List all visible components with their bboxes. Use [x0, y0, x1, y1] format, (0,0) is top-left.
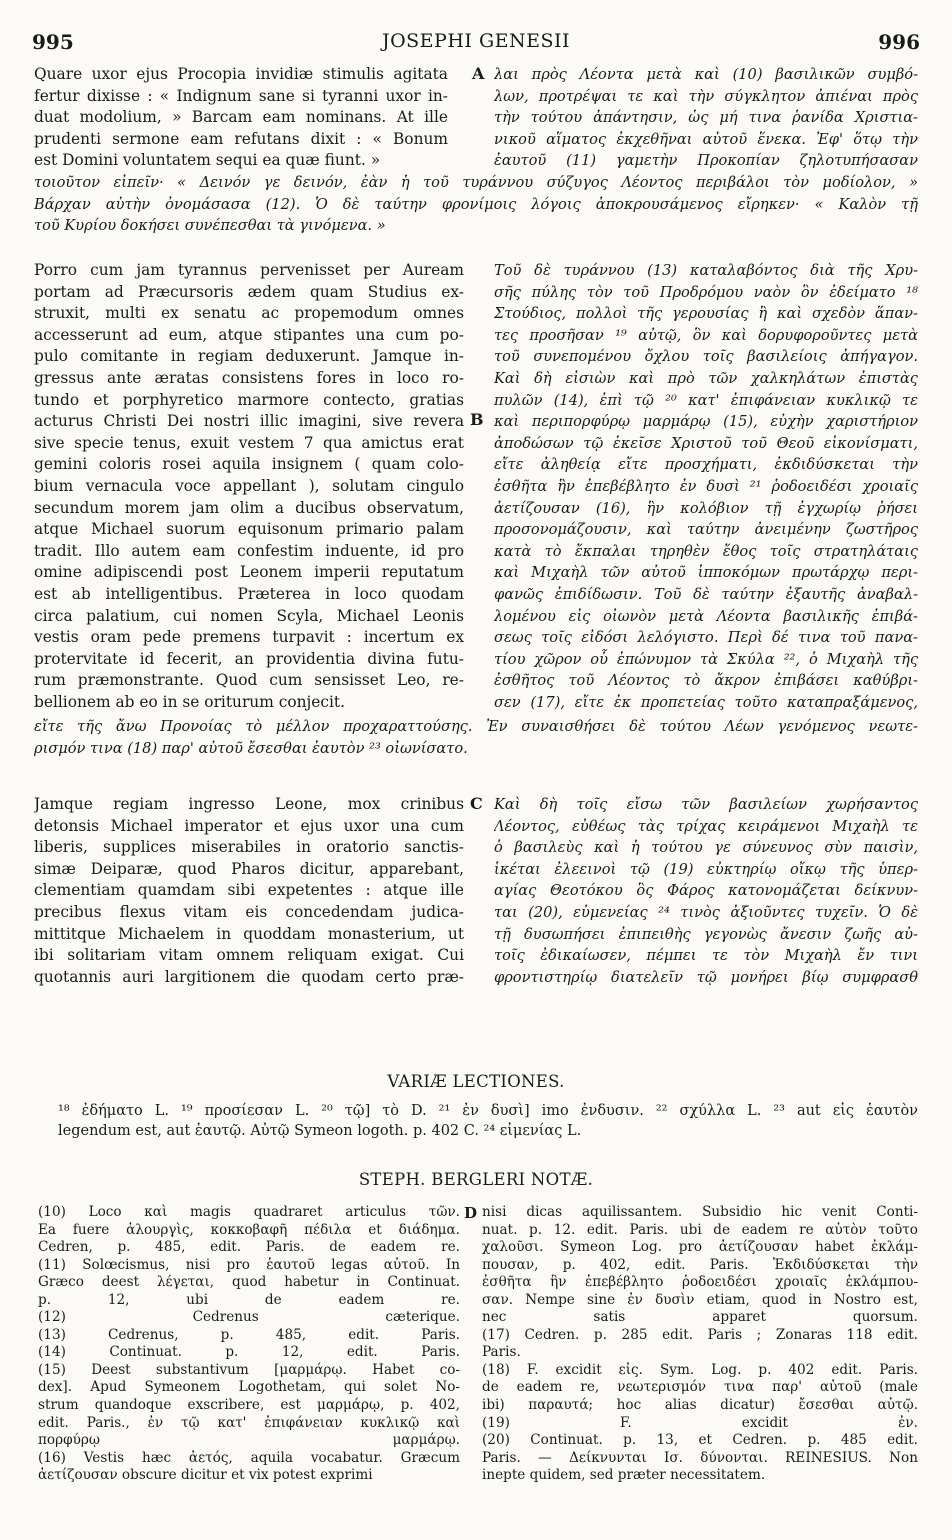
- text-line: clementiam quamdam sibi expetentes : atque ille: [34, 881, 464, 900]
- note-line: πορφύρῳ μαρμάρῳ.: [38, 1432, 460, 1449]
- text-line: omine adipiscendi post Leonem imperii reputatum: [34, 563, 464, 582]
- margin-marker-d: D: [464, 1204, 478, 1222]
- note-line: nisi dicas aquilissantem. Subsidio hic venit Conti-: [482, 1204, 918, 1220]
- text-line: Καὶ δὴ εἰσιὼν καὶ πρὸ τῶν χαλκηλάτων ἐπιστὰς: [494, 369, 918, 387]
- note-line: (14) Continuat. p. 12, edit. Paris.: [38, 1344, 460, 1361]
- text-line: φανῶς ἐπιδίδωσιν. Τοῦ δὲ ταύτην ἐξαυτῆς ἀναβαλ-: [494, 585, 918, 603]
- text-line: τοῖς ἐδικαίωσεν, πέμπει τε τὸν Μιχαὴλ ἔν τινι: [494, 947, 918, 965]
- text-line: detonsis Michael imperator et ejus uxor una cum: [34, 816, 464, 835]
- note-line: Ea fuere ἀλουργὶς, κοκκοβαφῆ πέδιλα et διάδημα.: [38, 1221, 460, 1238]
- text-line: ται (20), εὐμενείας ²⁴ τινὸς ἀξιοῦντες τυχεῖν. Ὁ δὲ: [494, 903, 918, 921]
- note-line: Paris. — Δείκνυνται Ισ. δύνονται. REINESIUS. Non: [482, 1449, 918, 1466]
- text-line: acturus Christi Dei nostri illic imagini, sive revera: [34, 412, 464, 431]
- text-line: bium vernacula voce appellant ), solutam cingulo: [34, 476, 464, 495]
- note-line: nuat. p. 12. edit. Paris. ubi de eadem re αὐτὸν τοῦτο: [482, 1221, 918, 1238]
- text-line: λαι πρὸς Λέοντα μετὰ καὶ (10) βασιλικῶν συμβό-: [494, 66, 918, 83]
- text-line: εἴτε τῆς ἄνω Προνοίας τὸ μέλλον προχαραττούσης. Ἐν συναισθήσει δὲ τούτου Λέων γενόμενος νεωτε-: [34, 718, 918, 735]
- page-number-right: 996: [878, 30, 920, 54]
- latin-column: [34, 64, 448, 172]
- greek-fullwidth: [34, 172, 918, 237]
- text-line: Βάρχαν αὐτὴν ὀνομάσασα (12). Ὁ δὲ ταύτην φρονίμοις λόγοις ἀποκρουσάμενος εἴρηκεν· « Καλὸν τῇ: [34, 195, 918, 213]
- latin-column: [34, 794, 464, 988]
- text-line: secundum morem jam olim a ducibus observatum,: [34, 498, 464, 517]
- margin-marker-b: B: [470, 410, 484, 429]
- text-line: νικοῦ αἵματος ἐκχεθῆναι αὐτοῦ ἕνεκα. Ἐφ' ὅτῳ τὴν: [494, 130, 918, 148]
- note-line: dex]. Apud Symeonem Logothetam, qui solet No-: [38, 1379, 460, 1396]
- note-line: Græco deest λέγεται, quod habetur in Continuat.: [38, 1274, 460, 1291]
- text-line: rum præmonstrante. Quod cum sensisset Leo, re-: [34, 671, 464, 690]
- text-line: Λέοντος, εὐθέως τὰς τρίχας κειράμενοι Μιχαὴλ τε: [494, 817, 918, 835]
- text-line: simæ Deiparæ, quod Pharos dicitur, apparebant,: [34, 859, 464, 878]
- text-line: prudenti sermone eam refutans dixit : « Bonum: [34, 129, 448, 148]
- text-line: quotannis auri largitionem die quodam certo præ-: [34, 967, 464, 986]
- greek-fullwidth: [34, 716, 918, 759]
- text-line: gemini coloris rosei aquila insignem ( quam colo-: [34, 455, 464, 474]
- note-line: strum quandoque exscribere, est μαρμάρῳ, p. 402,: [38, 1397, 460, 1414]
- text-line: accesserunt ad eum, atque stipantes una cum po-: [34, 325, 464, 344]
- note-line: (16) Vestis hæc ἀετός, aquila vocabatur. Græcum: [38, 1449, 460, 1466]
- text-line: αγίας Θεοτόκου ὃς Φάρος κατονομάζεται δείκνυν-: [494, 882, 918, 900]
- note-line: de eadem re, νεωτερισμόν τινα παρ' αὐτοῦ (male: [482, 1379, 918, 1396]
- note-line: ibi) παραυτά; hoc alias dicatur) ἔσεσθαι αὐτῷ.: [482, 1397, 918, 1414]
- greek-column: [494, 794, 918, 988]
- text-line: atque Michael suorum equisonum primario palam: [34, 520, 464, 539]
- note-line: χαλοῦσι. Symeon Log. pro ἀετίζουσαν habet ἐκλάμ-: [482, 1239, 918, 1256]
- text-line: τοῦ συνεπομένου ὄχλου τοῖς βασιλείοις ἀπήγαγον.: [494, 348, 918, 366]
- text-line: sive specie tenus, exuit vestem 7 qua amictus erat: [34, 433, 464, 452]
- text-line: tundo et porphyretico marmore contecto, gratias: [34, 390, 464, 409]
- running-title: JOSEPHI GENESII: [381, 30, 571, 52]
- text-line: portam ad Præcursoris ædem quam Studius ex-: [34, 282, 464, 301]
- note-line: (11) Solœcismus, nisi pro ἑαυτοῦ legas αὐτοῦ. In: [38, 1256, 460, 1273]
- text-line: ἀποδώσων τῷ ἐκεῖσε Χριστοῦ τοῦ Θεοῦ εἰκονίσματι,: [494, 434, 918, 452]
- text-line: λων, προτρέψαι τε καὶ τὴν σύγκλητον ἀπιέναι πρὸς: [494, 87, 918, 105]
- text-line: κατὰ τὸ ἔκπαλαι τηρηθὲν ἔθος τοῖς στρατηλάταις: [494, 542, 918, 560]
- page-number-left: 995: [32, 30, 74, 54]
- text-line: mittitque Michaelem in quoddam monasterium, ut: [34, 924, 464, 943]
- text-line: Καὶ δὴ τοῖς εἴσω τῶν βασιλείων χωρήσαντος: [494, 796, 918, 813]
- text-line: fertur dixisse : « Indignum sane si tyranni uxor in-: [34, 86, 448, 105]
- text-line: ἐσθῆτος τοῦ Λέοντος τὸ ἄκρον ἐπιβάσει καθύβρι-: [494, 672, 918, 690]
- notes-left-column: [38, 1204, 460, 1485]
- text-line: καὶ περιπορφύρῳ μαρμάρῳ (15), εὐχὴν χαριστήριον: [494, 413, 918, 431]
- notes-right-column: [482, 1204, 918, 1485]
- text-line: καὶ Μιχαὴλ τῶν αὐτοῦ ἱπποκόμων πρωτάρχῳ περι-: [494, 564, 918, 582]
- text-line: προσονομάζουσιν, καὶ ταύτην ἀνειμένην ζωστῆρος: [494, 521, 918, 539]
- notes-heading: STEPH. BERGLERI NOTÆ.: [358, 1170, 594, 1189]
- greek-column: [494, 64, 918, 172]
- note-line: edit. Paris., ἐν τῷ κατ' ἐπιφάνειαν κυκλικῷ καὶ: [38, 1414, 460, 1431]
- text-line: ὁ βασιλεὺς καὶ ἡ τούτου γε σύνευνος σὺν παισὶν,: [494, 839, 918, 857]
- latin-column: [34, 260, 464, 713]
- text-line: ἱκέται ἐλεεινοὶ τῷ (19) εὐκτηρίῳ οἴκῳ τῆς ὑπερ-: [494, 860, 918, 878]
- text-line: εἴτε ἀληθείᾳ εἴτε προσχήματι, ἐκδιδύσκεται τὴν: [494, 456, 918, 474]
- variant-line: legendum est, aut ἑαυτῷ. Αὐτῷ Symeon logoth. p. 402 C. ²⁴ εἰμενίας L.: [58, 1122, 582, 1139]
- margin-marker-a: A: [472, 64, 485, 83]
- text-line: est ab intelligentibus. Præterea in loco quodam: [34, 584, 464, 603]
- text-line: ibi solitariam vitam omnem reliquam exigat. Cui: [34, 946, 464, 965]
- variae-lines: [58, 1102, 918, 1141]
- text-line: τες προσῆσαν ¹⁹ αὐτῷ, ὃν καὶ δορυφοροῦντες μετὰ: [494, 326, 918, 344]
- note-line: (20) Continuat. p. 13, et Cedren. p. 485 edit.: [482, 1432, 918, 1449]
- margin-marker-c: C: [470, 794, 483, 813]
- note-line: ἐσθῆτα ἣν ἐπεβέβλητο ῥοδοειδέσι χροιαῖς ἐκλάμπου-: [482, 1274, 918, 1291]
- note-line: σαν. Nempe sine ἐν δυσὶν etiam, quod in Nostro est,: [482, 1291, 918, 1308]
- text-line: gressus ante æratas consistens fores in loco ro-: [34, 368, 464, 387]
- text-line: τῇ δυσωπήσει ἐπιπειθὴς γεγονὼς ἄνεσιν ζωῆς αὐ-: [494, 925, 918, 943]
- variae-lectiones: [34, 1072, 918, 1152]
- note-line: inepte quidem, sed præter necessitatem.: [482, 1467, 766, 1484]
- note-line: (10) Loco καὶ magis quadraret articulus τῶν.: [38, 1204, 460, 1220]
- text-line: τίου χῶρον οὗ ἐπώνυμον τὰ Σκύλα ²², ὁ Μιχαὴλ τῆς: [494, 650, 918, 668]
- text-line: Jamque regiam ingresso Leone, mox crinibus: [34, 795, 464, 813]
- variant-line: ¹⁸ ἐδήματο L. ¹⁹ προσίεσαν L. ²⁰ τῷ] τὸ D. ²¹ ἐν δυσὶ] imo ἐνδυσιν. ²² σχύλλα L. ²³ aut εἰς ἑαυτὸν: [58, 1103, 918, 1119]
- text-line: ἀετίζουσαν (16), ἣν κολόβιον τῇ ἐγχωρίῳ ῥήσει: [494, 499, 918, 517]
- text-line: τοῦ Κυρίου δοκήσει συνέπεσθαι τὰ γινόμενα. »: [34, 217, 386, 235]
- text-line: vestis oram pede premens turpavit : incertum ex: [34, 628, 464, 647]
- text-line: σεως τοῖς εἰδόσι λελόγιστο. Περὶ δέ τινα τοῦ πανα-: [494, 629, 918, 647]
- text-line: Τοῦ δὲ τυράννου (13) καταλαβόντος διὰ τῆς Χρυ-: [494, 262, 918, 279]
- text-line: ρισμόν τινα (18) παρ' αὐτοῦ ἔσεσθαι ἑαυτὸν ²³ οἰωνίσατο.: [34, 739, 468, 757]
- note-line: (12) Cedrenus cæterique.: [38, 1309, 460, 1326]
- text-line: duat modolium, » Barcam eam nominans. At ille: [34, 108, 448, 127]
- text-line: σεν (17), εἴτε ἐκ προπετείας τοῦτο καταπραξάμενος,: [494, 693, 918, 711]
- text-line: protervitate id fecerit, an providentia divina futu-: [34, 649, 464, 668]
- text-line: Στούδιος, πολλοὶ τῆς γερουσίας ἢ καὶ σχεδὸν ἅπαν-: [494, 305, 918, 323]
- text-line: Quare uxor ejus Procopia invidiæ stimulis agitata: [34, 65, 448, 83]
- text-line: λομένου εἰς οἰωνὸν μετὰ Λέοντα βασιλικῆς ἐπιβά-: [494, 607, 918, 625]
- text-line: bellionem ab eo in se oriturum conjecit.: [34, 692, 346, 711]
- note-line: Paris.: [482, 1344, 521, 1361]
- text-line: Porro cum jam tyrannus pervenisset per Auream: [34, 261, 464, 279]
- note-line: πουσαν, p. 402, edit. Paris. Ἐκδιδύσκεται τὴν: [482, 1256, 918, 1273]
- text-line: pulo comitante in regiam deduxerunt. Jamque in-: [34, 347, 464, 366]
- text-line: τοιοῦτον εἰπεῖν· « Δεινόν γε δεινόν, ἐὰν ἡ τοῦ τυράννου σύζυγος Λέοντος περιβάλοι τὸν μοδίολον, »: [34, 174, 918, 191]
- variae-heading: VARIÆ LECTIONES.: [387, 1072, 565, 1091]
- greek-column: [494, 260, 918, 713]
- note-line: (15) Deest substantivum [μαρμάρῳ. Habet co-: [38, 1361, 460, 1378]
- text-line: τὴν τούτου ἀπάντησιν, ὡς μή τινα ῥανίδα Χριστια-: [494, 109, 918, 127]
- note-line: (13) Cedrenus, p. 485, edit. Paris.: [38, 1326, 460, 1343]
- note-line: Cedren, p. 485, edit. Paris. de eadem re.: [38, 1239, 460, 1256]
- text-line: tradit. Illo autem eam confestim induente, id pro: [34, 541, 464, 560]
- text-line: liberis, supplices miserabiles in oratorio sanctis-: [34, 838, 464, 857]
- note-line: nec satis apparet quorsum.: [482, 1309, 918, 1326]
- text-line: ἑαυτοῦ (11) γαμετὴν Προκοπίαν ζηλοτυπήσασαν: [494, 152, 918, 170]
- text-line: ἐσθῆτα ἣν ἐπεβέβλητο ἐν δυσὶ ²¹ ῥοδοειδέσι χροιαῖς: [494, 477, 918, 495]
- text-line: φροντιστηρίῳ διατελεῖν τῷ μονήρει βίῳ συμφρασθ: [494, 968, 918, 986]
- note-line: (19) F. excidit ἐν.: [482, 1414, 918, 1431]
- text-line: precibus flexus vitam eis concedendam judica-: [34, 902, 464, 921]
- note-line: p. 12, ubi de eadem re.: [38, 1291, 460, 1308]
- text-line: est Domini voluntatem sequi ea quæ fiunt. »: [34, 151, 381, 170]
- text-line: struxit, multi ex senatu ac propemodum omnes: [34, 304, 464, 323]
- text-line: σῆς πύλης τὸν τοῦ Προδρόμου ναὸν ὃν ἐδείματο ¹⁸: [494, 283, 918, 301]
- page-header: [32, 30, 920, 58]
- text-line: πυλῶν (14), ἐπὶ τῷ ²⁰ κατ' ἐπιφάνειαν κυκλικῷ τε: [494, 391, 918, 409]
- note-line: ἀετίζουσαν obscure dicitur et vix potest exprimi: [38, 1467, 373, 1484]
- note-line: (17) Cedren. p. 285 edit. Paris ; Zonaras 118 edit.: [482, 1326, 918, 1343]
- note-line: (18) F. excidit εἰς. Sym. Log. p. 402 edit. Paris.: [482, 1361, 918, 1378]
- text-line: circa palatium, cui nomen Scyla, Michael Leonis: [34, 606, 464, 625]
